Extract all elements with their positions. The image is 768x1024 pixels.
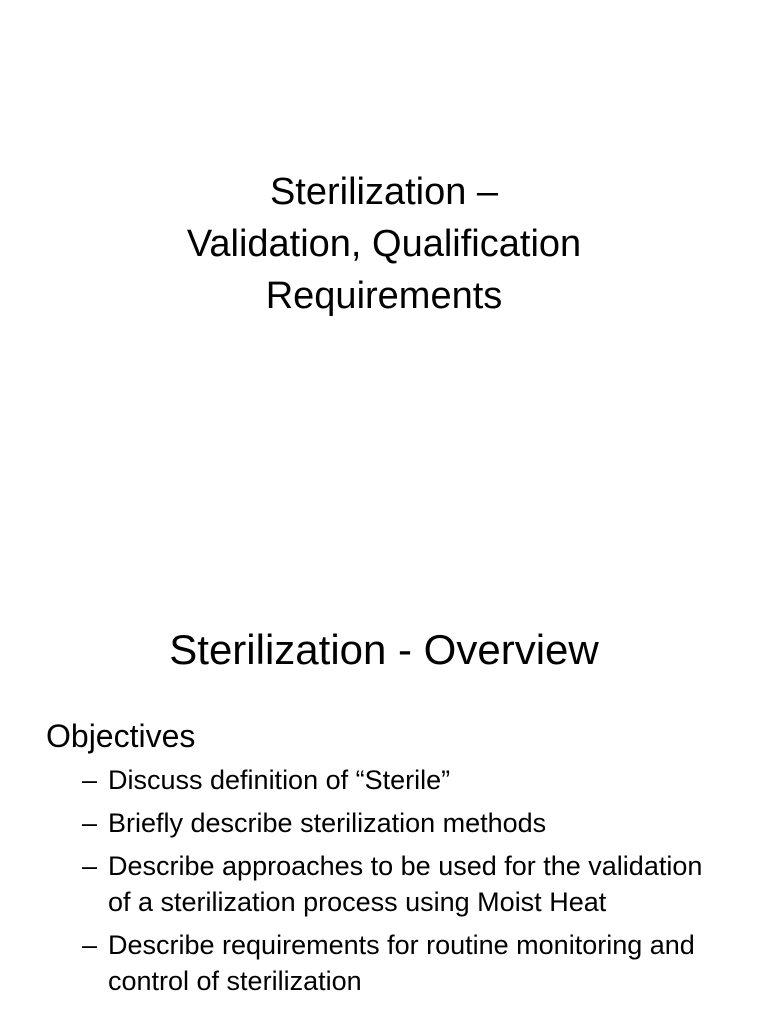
- objectives-list: [82, 762, 722, 1006]
- list-item-text: Describe requirements for routine monitoring and control of sterilization: [108, 930, 695, 996]
- objectives-heading: Objectives: [46, 718, 196, 754]
- slide-title: [0, 166, 768, 322]
- list-item-text: Discuss definition of “Sterile”: [108, 765, 451, 795]
- dash-bullet-icon: –: [82, 851, 98, 881]
- list-item-text: Briefly describe sterilization methods: [108, 808, 547, 838]
- slide-title: Sterilization - Overview: [169, 626, 599, 673]
- overview-slide: [0, 576, 768, 1024]
- list-item-text: Describe approaches to be used for the validation of a sterilization process using Moist Heat: [108, 851, 703, 917]
- title-line: Requirements: [265, 275, 503, 317]
- list-item: [82, 927, 722, 999]
- list-item: [82, 848, 722, 920]
- dash-bullet-icon: –: [82, 765, 98, 795]
- list-item: [82, 762, 722, 798]
- title-line: Sterilization –: [269, 171, 499, 213]
- title-line: Validation, Qualification: [186, 223, 582, 265]
- dash-bullet-icon: –: [82, 930, 98, 960]
- list-item: [82, 805, 722, 841]
- dash-bullet-icon: –: [82, 808, 98, 838]
